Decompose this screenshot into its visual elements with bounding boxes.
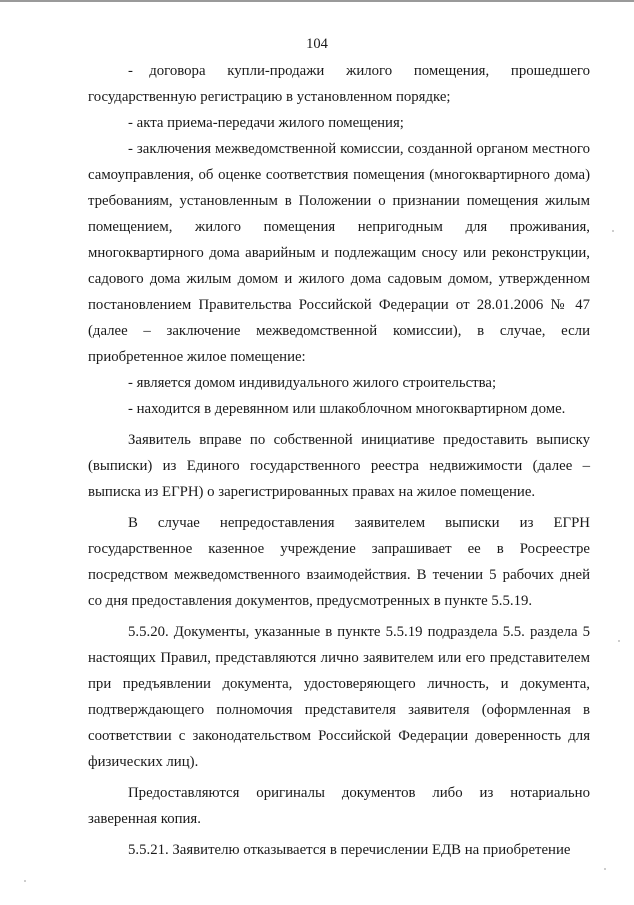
paragraph-egrn-extract: Заявитель вправе по собственной инициативе предоставить выписку (выписки) из Единого государственного реестра недвижимости (далее – выписка из ЕГРН) о зарегистрированных правах на жилое помещение. xyxy=(88,432,590,500)
paragraph-5-5-21: 5.5.21. Заявителю отказывается в перечислении ЕДВ на приобретение xyxy=(128,842,571,858)
paragraph-interagency-request: В случае непредоставления заявителем выписки из ЕГРН государственное казенное учреждение запрашивает ее в Росреестре посредством межведомственного взаимодействия. В течении 5 рабочих дней со дня предоставления документов, предусмотренных в пункте 5.5.19. xyxy=(88,515,590,609)
document-body xyxy=(88,58,590,863)
paragraph-wooden-building: - находится в деревянном или шлакоблочном многоквартирном доме. xyxy=(128,401,566,417)
paragraph-individual-house: - является домом индивидуального жилого строительства; xyxy=(128,375,497,391)
page-number: 104 xyxy=(306,36,328,52)
scan-speck xyxy=(612,230,614,232)
paragraph-commission-conclusion: - заключения межведомственной комиссии, созданной органом местного самоуправления, об оценке соответствия помещения (многоквартирного дома) требованиям, установленным в Положении о признании помещения жилым помещением, жилого помещения непригодным для проживания, многоквартирного дома аварийным и подлежащим сносу или реконструкции, садового дома жилым домом и жилого дома садовым домом, утвержденном постановлением Правительства Российской Федерации от 28.01.2006 № 47 (далее – заключение межведомственной комиссии), в случае, если приобретенное жилое помещение: xyxy=(88,141,590,365)
paragraph-originals: Предоставляются оригиналы документов либо из нотариально заверенная копия. xyxy=(88,785,590,827)
paragraph-contract: - договора купли-продажи жилого помещения, прошедшего государственную регистрацию в установленном порядке; xyxy=(88,63,590,105)
scan-top-edge xyxy=(0,0,634,2)
scan-speck xyxy=(618,640,620,642)
paragraph-act: - акта приема-передачи жилого помещения; xyxy=(128,115,404,131)
scan-speck xyxy=(604,868,606,870)
scan-speck xyxy=(24,880,26,882)
paragraph-5-5-20: 5.5.20. Документы, указанные в пункте 5.5.19 подраздела 5.5. раздела 5 настоящих Правил, представляются лично заявителем или его представителем при предъявлении документа, удостоверяющего личность, и документа, подтверждающего полномочия представителя заявителя (оформленная в соответствии с законодательством Российской Федерации доверенность для физических лиц). xyxy=(88,624,590,770)
